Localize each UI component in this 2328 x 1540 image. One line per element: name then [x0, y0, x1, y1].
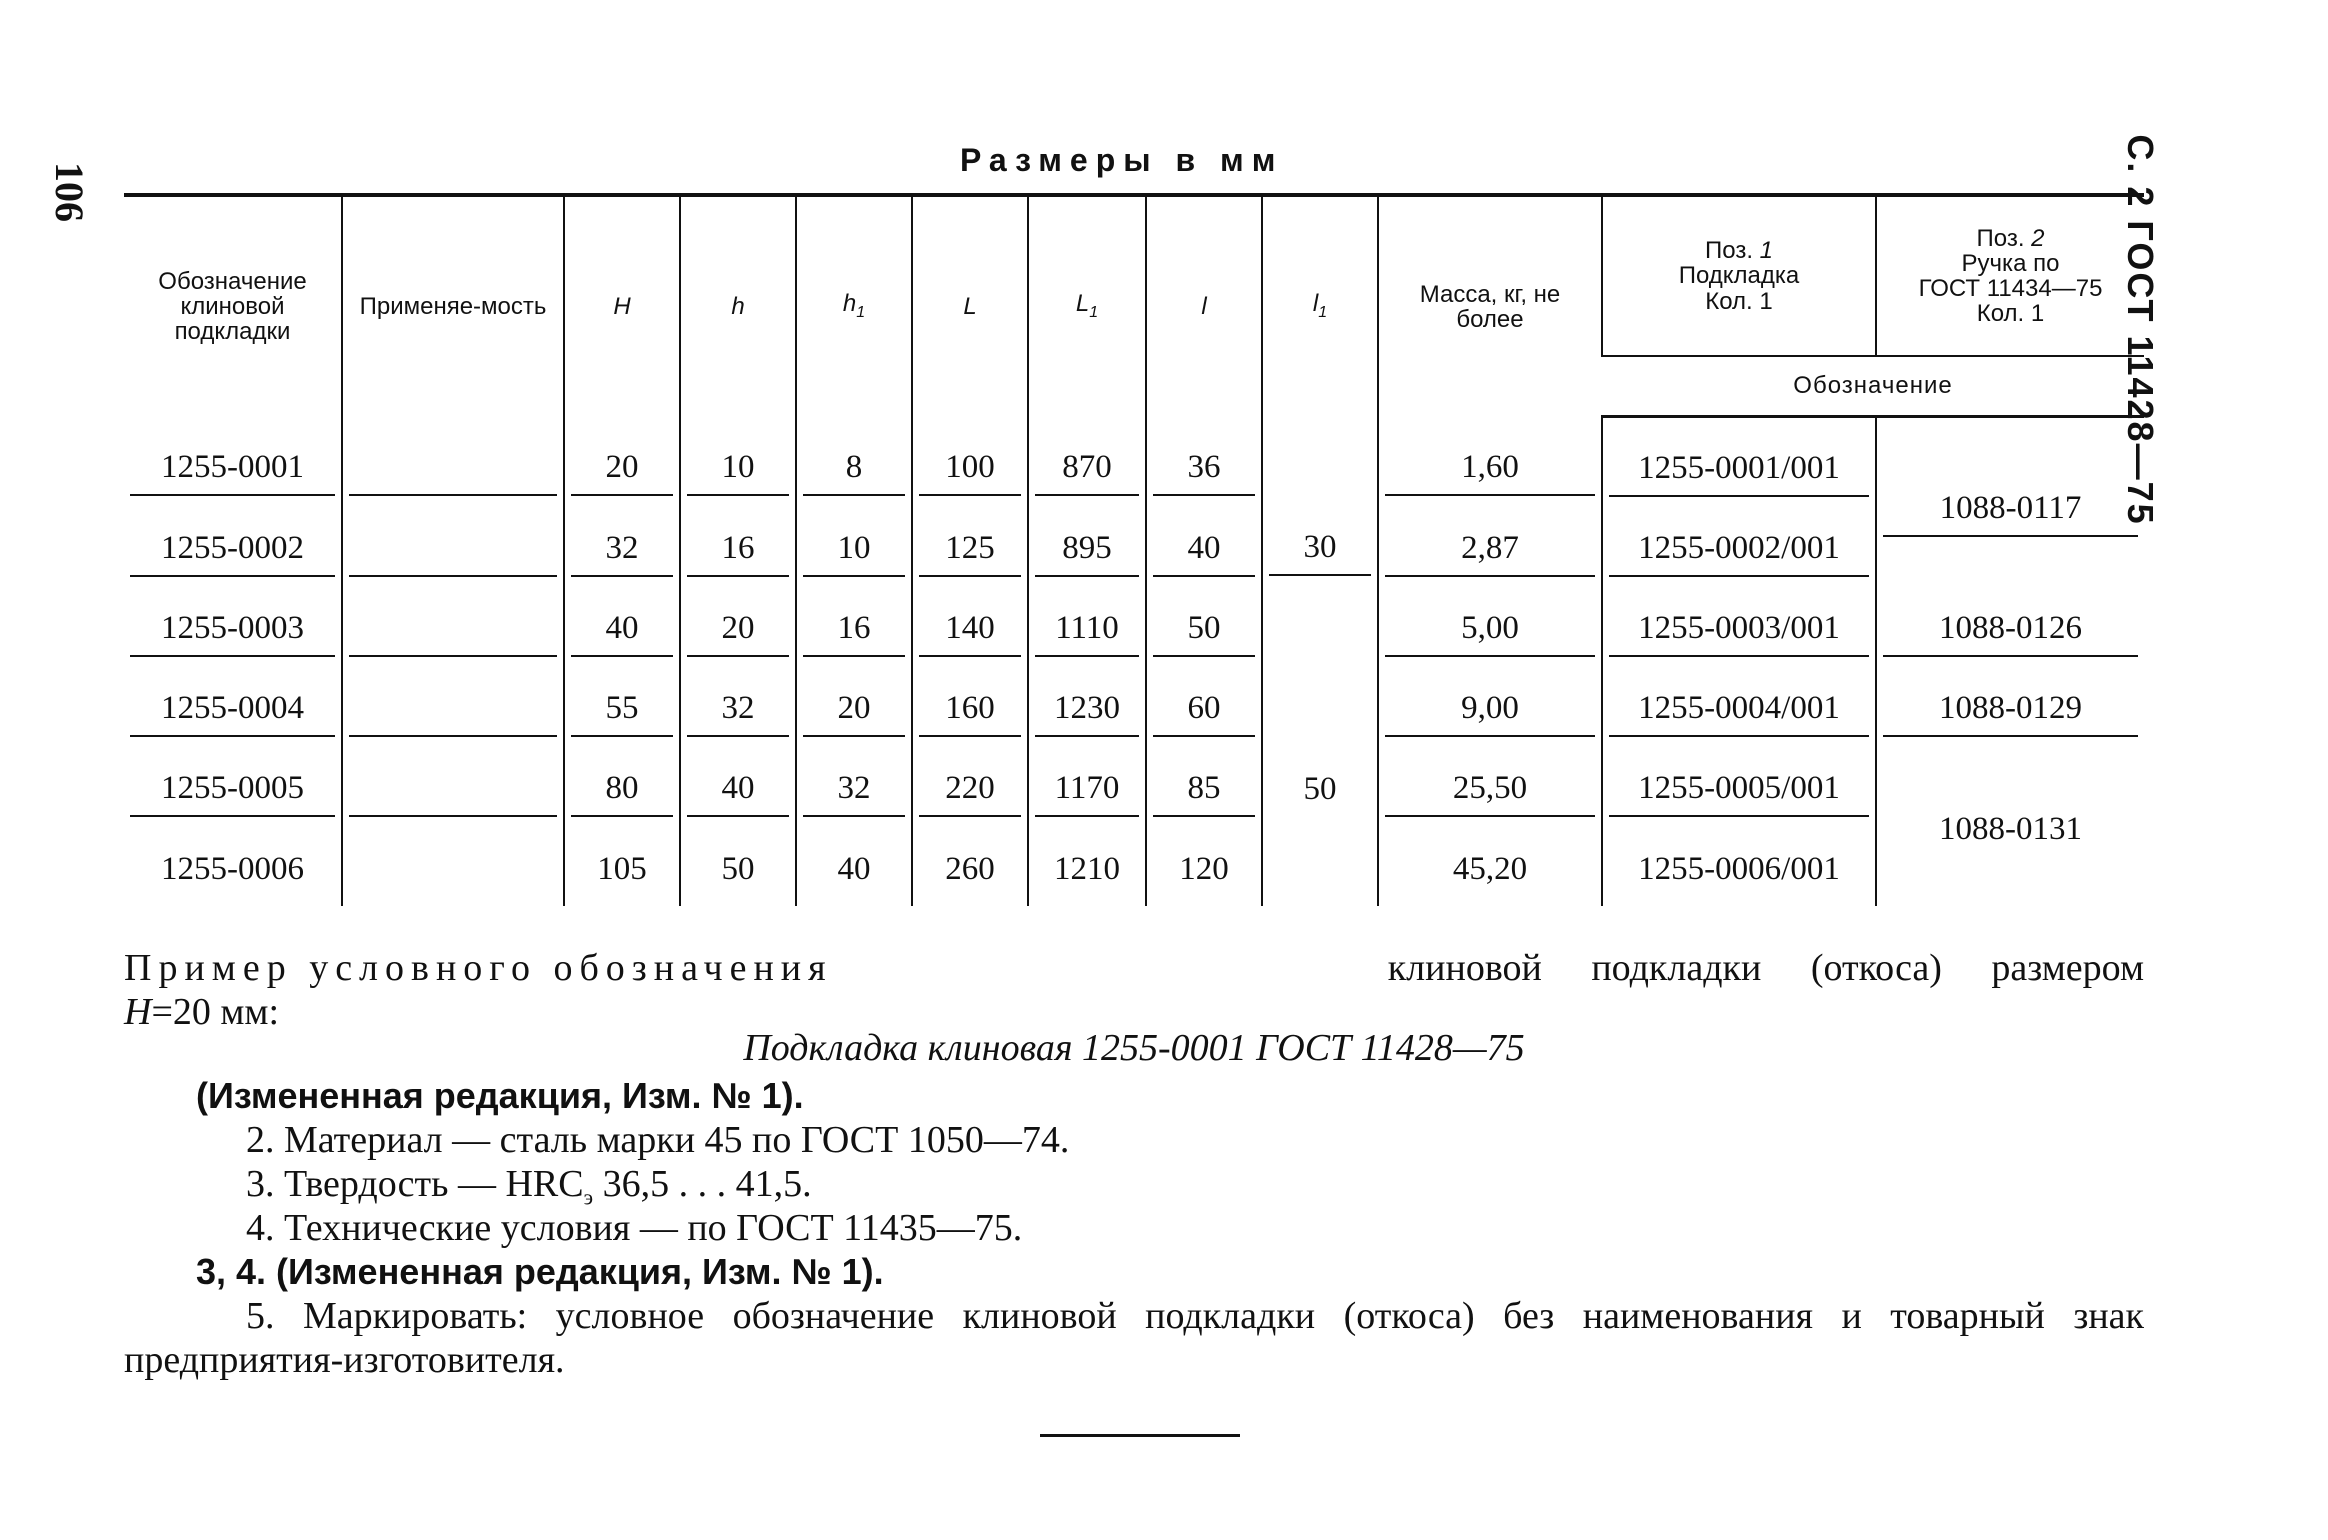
amendment-note-3-4: 3, 4. (Измененная редакция, Изм. № 1).	[196, 1251, 884, 1292]
cell-pos2-group: 1088-0131	[1876, 746, 2144, 906]
header-h1-sub: 1	[856, 304, 866, 322]
table-row	[124, 826, 2144, 906]
header-L1-letter: L	[1075, 290, 1090, 318]
header-designation-sub: Обозначение	[1602, 356, 2144, 417]
example-paragraph	[124, 946, 2144, 1034]
cell-L: 220	[912, 746, 1028, 826]
example-line-1	[124, 946, 2144, 990]
cell-L: 260	[912, 826, 1028, 906]
cell-pos2: 1088-0126	[1876, 586, 2144, 666]
cell-H: 105	[564, 826, 680, 906]
header-L1-sub: 1	[1089, 304, 1099, 322]
cell-l: 40	[1146, 506, 1262, 586]
cell-designation: 1255-0004	[124, 666, 342, 746]
header-pos1-line3: Кол. 1	[1705, 287, 1773, 315]
header-usage: Применяе-мость	[342, 195, 564, 417]
cell-usage	[342, 417, 564, 507]
header-pos2-line2: Ручка по	[1961, 249, 2060, 277]
cell-h1: 16	[796, 586, 912, 666]
cell-pos1: 1255-0005/001	[1602, 746, 1876, 826]
example-designation: Подкладка клиновая 1255-0001 ГОСТ 11428—75	[743, 1027, 1525, 1069]
header-h1	[796, 195, 912, 417]
item-material: 2. Материал — сталь марки 45 по ГОСТ 1050—74.	[246, 1119, 1070, 1161]
table-row	[124, 586, 2144, 666]
cell-h: 32	[680, 666, 796, 746]
header-pos1-line1: Поз. 1	[1704, 237, 1774, 265]
cell-h1: 40	[796, 826, 912, 906]
header-pos2-line3: ГОСТ 11434—75	[1918, 275, 2103, 302]
hardness-subscript: э	[583, 1184, 594, 1210]
cell-designation: 1255-0001	[124, 417, 342, 507]
table-row	[124, 506, 2144, 586]
cell-designation: 1255-0003	[124, 586, 342, 666]
header-H: H	[564, 195, 680, 417]
cell-L: 125	[912, 506, 1028, 586]
cell-pos1: 1255-0002/001	[1602, 506, 1876, 586]
cell-l: 36	[1146, 417, 1262, 507]
cell-l: 120	[1146, 826, 1262, 906]
cell-mass: 25,50	[1378, 746, 1602, 826]
cell-usage	[342, 826, 564, 906]
cell-h1: 8	[796, 417, 912, 507]
cell-usage	[342, 746, 564, 826]
cell-H: 55	[564, 666, 680, 746]
cell-L: 140	[912, 586, 1028, 666]
example-spaced-text: Пример условного обозначения	[124, 947, 833, 989]
table-row	[124, 746, 2144, 826]
cell-l: 50	[1146, 586, 1262, 666]
cell-L: 160	[912, 666, 1028, 746]
cell-H: 20	[564, 417, 680, 507]
cell-designation: 1255-0006	[161, 850, 304, 887]
header-pos1-number: 1	[1759, 237, 1774, 265]
table-row	[124, 417, 2144, 507]
example-value: =20 мм:	[151, 991, 280, 1033]
cell-pos2-group: 1088-0117	[1876, 417, 2144, 587]
item-technical-conditions: 4. Технические условия — по ГОСТ 11435—75.	[246, 1207, 1023, 1249]
cell-pos2: 1088-0129	[1876, 666, 2144, 746]
header-pos2	[1876, 195, 2144, 356]
cell-mass: 2,87	[1378, 506, 1602, 586]
cell-pos1: 1255-0003/001	[1602, 586, 1876, 666]
table-row	[124, 666, 2144, 746]
running-head: С. 2 ГОСТ 11428—75	[2120, 134, 2161, 526]
header-pos2-line1: Поз. 2	[1976, 224, 2045, 252]
header-l: l	[1146, 195, 1262, 417]
example-rest-text: клиновой подкладки (откоса) размером	[1387, 947, 2144, 989]
header-pos1-line2: Подкладка	[1678, 262, 1800, 290]
cell-h: 40	[680, 746, 796, 826]
dimensions-table-container	[124, 193, 2144, 906]
header-pos1	[1602, 195, 1876, 356]
cell-mass: 45,20	[1378, 826, 1602, 906]
cell-usage	[342, 506, 564, 586]
cell-l: 60	[1146, 666, 1262, 746]
cell-mass: 1,60	[1378, 417, 1602, 507]
header-L1	[1028, 195, 1146, 417]
cell-L: 100	[912, 417, 1028, 507]
cell-H: 32	[564, 506, 680, 586]
cell-pos1: 1255-0004/001	[1602, 666, 1876, 746]
cell-L1: 1230	[1028, 666, 1146, 746]
cell-pos1: 1255-0006/001	[1602, 826, 1876, 906]
cell-L1: 1210	[1028, 826, 1146, 906]
cell-H: 80	[564, 746, 680, 826]
cell-l1-group: 50	[1262, 666, 1378, 906]
table-caption: Размеры в мм	[960, 142, 1284, 178]
cell-h: 16	[680, 506, 796, 586]
cell-L1: 895	[1028, 506, 1146, 586]
cell-h: 50	[680, 826, 796, 906]
cell-designation: 1255-0002	[124, 506, 342, 586]
header-designation: Обозначение клиновой подкладки	[158, 267, 307, 346]
cell-usage	[342, 586, 564, 666]
cell-h: 20	[680, 586, 796, 666]
cell-l1-group: 30	[1262, 417, 1378, 667]
header-pos2-line4: Кол. 1	[1976, 300, 2045, 328]
dimensions-table	[124, 193, 2144, 906]
page-number: 106	[47, 162, 93, 222]
cell-designation: 1255-0005	[124, 746, 342, 826]
header-L: L	[912, 195, 1028, 417]
header-l1	[1262, 195, 1378, 417]
table-header-row	[124, 195, 2144, 356]
header-pos2-number: 2	[2031, 224, 2045, 252]
cell-h1: 20	[796, 666, 912, 746]
header-h: h	[680, 195, 796, 417]
header-l1-letter: l	[1312, 290, 1319, 318]
header-mass: Масса, кг, не более	[1378, 195, 1602, 417]
end-rule	[1040, 1434, 1240, 1437]
cell-L1: 1170	[1028, 746, 1146, 826]
example-variable: H	[124, 991, 152, 1033]
item-marking: 5. Маркировать: условное обозначение клиновой подкладки (откоса) без наименования и товарный знак предприятия-изготовителя.	[124, 1295, 2144, 1381]
cell-h1: 10	[796, 506, 912, 586]
cell-l: 85	[1146, 746, 1262, 826]
item-hardness: 3. Твердость — $HRC_э$ 36,5 . . . 41,5.	[246, 1163, 812, 1210]
cell-h: 10	[680, 417, 796, 507]
cell-H: 40	[564, 586, 680, 666]
cell-mass: 9,00	[1378, 666, 1602, 746]
cell-usage	[342, 666, 564, 746]
cell-pos1: 1255-0001/001	[1602, 417, 1876, 507]
header-h1-letter: h	[842, 290, 857, 318]
cell-mass: 5,00	[1378, 586, 1602, 666]
header-l1-sub: 1	[1318, 304, 1328, 322]
cell-h1: 32	[796, 746, 912, 826]
cell-L1: 870	[1028, 417, 1146, 507]
cell-L1: 1110	[1028, 586, 1146, 666]
amendment-note-1: (Измененная редакция, Изм. № 1).	[196, 1075, 804, 1116]
